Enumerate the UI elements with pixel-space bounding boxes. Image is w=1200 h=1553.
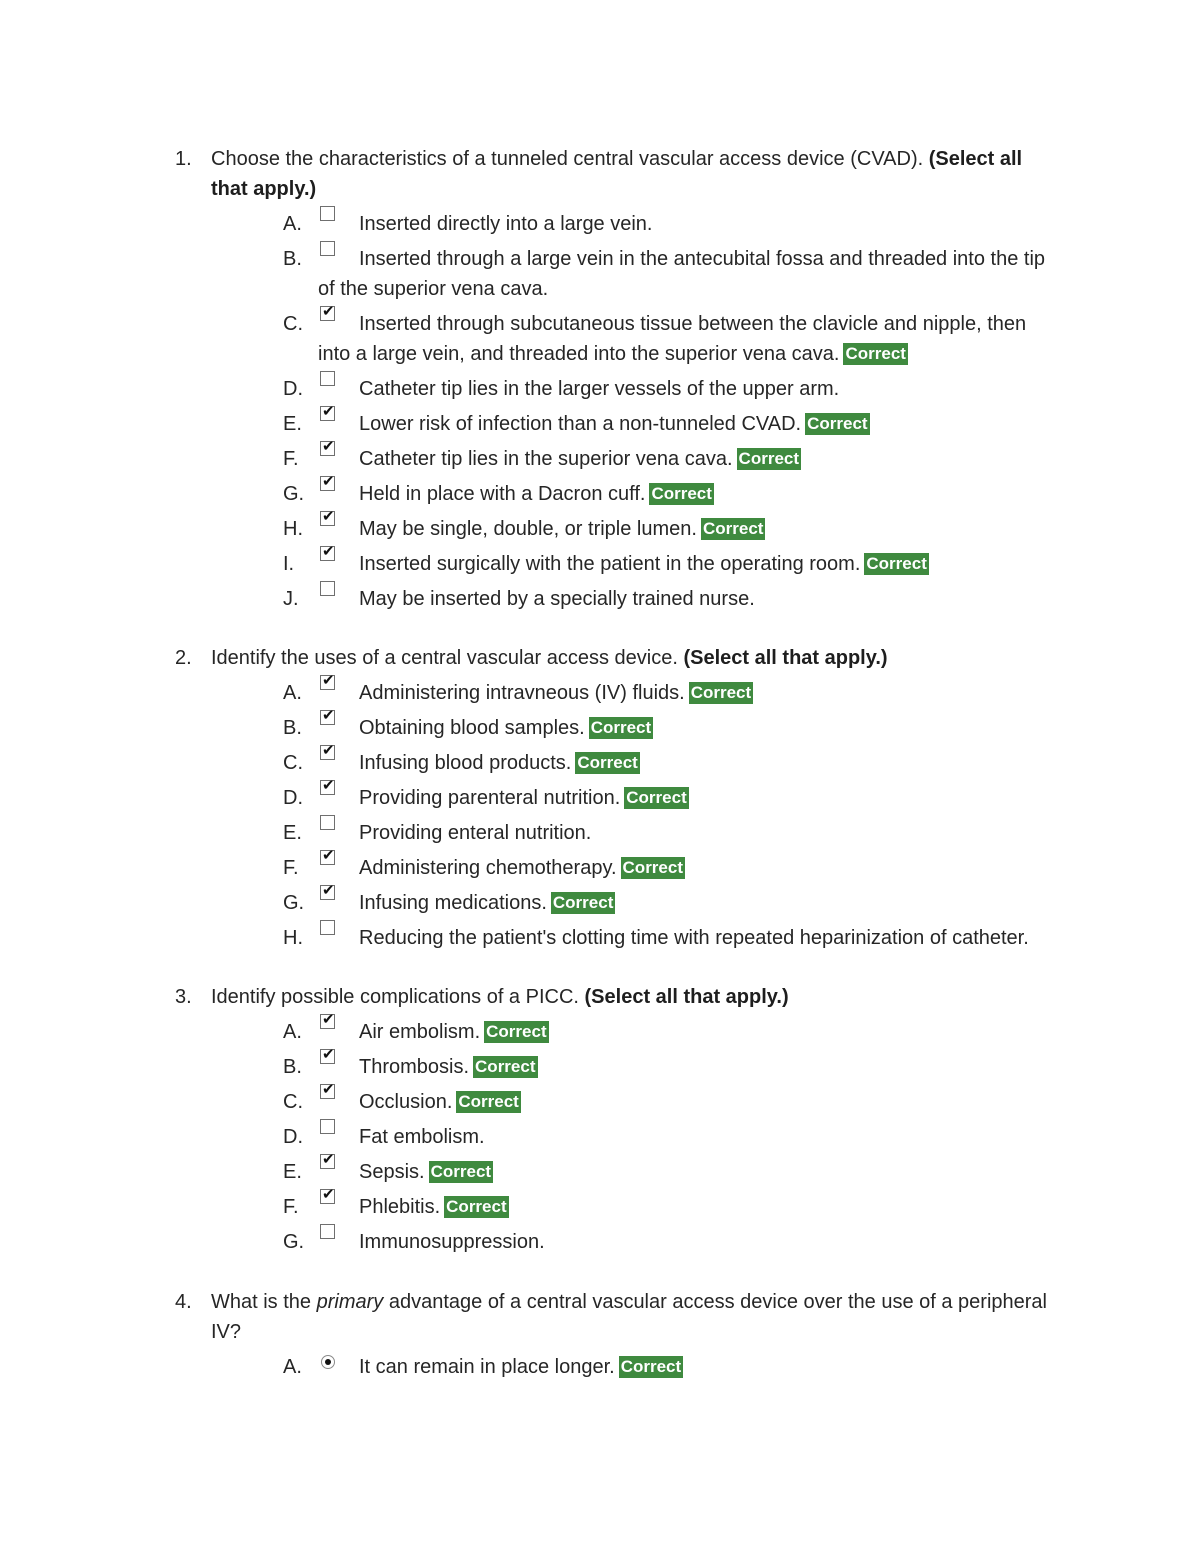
checked-checkbox-icon[interactable] <box>320 1080 335 1099</box>
option-f <box>0 846 1200 883</box>
option-label: Immunosuppression. <box>359 1231 545 1253</box>
question-prompt: Identify possible complications of a PICC. <box>211 986 585 1008</box>
checked-checkbox-icon[interactable] <box>320 881 335 900</box>
option-j <box>0 584 1200 614</box>
option-label: Administering intravneous (IV) fluids. <box>359 682 685 704</box>
option-text <box>0 1122 1200 1152</box>
option-d <box>0 776 1200 813</box>
option-text <box>0 1227 1200 1257</box>
option-e <box>0 818 1200 848</box>
correct-badge: Correct <box>651 484 712 503</box>
option-letter: E. <box>283 1161 302 1183</box>
correct-badge: Correct <box>866 554 927 573</box>
option-f <box>0 1185 1200 1222</box>
select-all-instruction: (Select all that apply.) <box>683 647 888 669</box>
checked-checkbox-icon[interactable] <box>320 1010 335 1029</box>
question-prompt-rest: advantage of a central vascular access device over the use of a peripheral IV? <box>211 1291 1048 1343</box>
correct-badge: Correct <box>622 858 683 877</box>
checked-checkbox-icon[interactable] <box>320 741 335 760</box>
select-all-instruction: (Select all that apply.) <box>211 148 1023 200</box>
checkmark-icon: ✔ <box>322 741 335 759</box>
question-number: 1. <box>175 148 192 170</box>
option-a <box>0 671 1200 708</box>
option-h <box>0 923 1200 953</box>
unchecked-checkbox-icon[interactable] <box>320 1224 335 1239</box>
option-text <box>0 584 1200 614</box>
option-b <box>0 706 1200 743</box>
option-label: May be inserted by a specially trained nurse. <box>359 588 755 610</box>
option-letter: B. <box>283 717 302 739</box>
option-text <box>0 818 1200 848</box>
option-letter: J. <box>283 588 299 610</box>
question-prompt: What is the <box>211 1291 317 1313</box>
option-letter: D. <box>283 1126 303 1148</box>
option-letter: A. <box>283 682 302 704</box>
checkmark-icon: ✔ <box>322 881 335 899</box>
option-label: Held in place with a Dacron cuff. <box>359 483 646 505</box>
correct-badge: Correct <box>458 1092 519 1111</box>
option-letter: C. <box>283 1091 303 1113</box>
option-letter: G. <box>283 483 305 505</box>
checked-checkbox-icon[interactable] <box>320 706 335 725</box>
question-2 <box>0 643 1200 953</box>
option-label: Providing enteral nutrition. <box>359 822 592 844</box>
option-a <box>0 1010 1200 1047</box>
option-label: Infusing medications. <box>359 892 547 914</box>
checked-checkbox-icon[interactable] <box>320 302 335 321</box>
checkmark-icon: ✔ <box>322 1150 335 1168</box>
option-label: Infusing blood products. <box>359 752 572 774</box>
option-letter: F. <box>283 857 299 879</box>
correct-badge: Correct <box>446 1197 507 1216</box>
option-text <box>0 783 1200 813</box>
emphasis-primary: primary <box>316 1291 384 1313</box>
option-letter: G. <box>283 892 305 914</box>
option-label: Fat embolism. <box>359 1126 485 1148</box>
option-letter: C. <box>283 752 303 774</box>
checkmark-icon: ✔ <box>322 1185 335 1203</box>
option-letter: D. <box>283 378 303 400</box>
checked-checkbox-icon[interactable] <box>320 1045 335 1064</box>
option-text <box>0 549 1200 579</box>
question-text <box>0 1287 1200 1347</box>
question-text <box>0 982 1200 1012</box>
option-g <box>0 881 1200 918</box>
question-number: 4. <box>175 1291 192 1313</box>
option-text <box>0 409 1200 439</box>
checkmark-icon: ✔ <box>322 671 335 689</box>
option-label: Inserted through a large vein in the antecubital fossa and threaded into the tip of the superior vena cava. <box>318 248 1046 300</box>
option-g <box>0 1227 1200 1257</box>
checkmark-icon: ✔ <box>322 1045 335 1063</box>
option-label: Air embolism. <box>359 1021 481 1043</box>
checkmark-icon: ✔ <box>322 846 335 864</box>
option-h <box>0 507 1200 544</box>
option-text <box>0 309 1200 369</box>
checkmark-icon: ✔ <box>322 776 335 794</box>
option-label: Lower risk of infection than a non-tunneled CVAD. <box>359 413 802 435</box>
option-e <box>0 402 1200 439</box>
checkmark-icon: ✔ <box>322 437 335 455</box>
correct-badge: Correct <box>475 1057 536 1076</box>
option-text <box>0 1157 1200 1187</box>
option-b <box>0 244 1200 304</box>
unchecked-checkbox-icon[interactable] <box>320 206 335 221</box>
option-letter: B. <box>283 248 302 270</box>
option-f <box>0 437 1200 474</box>
option-d <box>0 374 1200 404</box>
correct-badge: Correct <box>738 449 800 468</box>
checked-checkbox-icon[interactable] <box>320 846 335 865</box>
correct-badge: Correct <box>577 753 638 772</box>
option-letter: D. <box>283 787 303 809</box>
option-letter: F. <box>283 448 299 470</box>
correct-badge: Correct <box>590 718 652 737</box>
option-label: Phlebitis. <box>359 1196 441 1218</box>
question-prompt: Identify the uses of a central vascular access device. <box>211 647 684 669</box>
option-label: Catheter tip lies in the larger vessels of the upper arm. <box>359 378 840 400</box>
option-a <box>0 1352 1200 1382</box>
option-label: Providing parenteral nutrition. <box>359 787 621 809</box>
option-text <box>0 1087 1200 1117</box>
question-1 <box>0 144 1200 614</box>
unchecked-checkbox-icon[interactable] <box>320 371 335 386</box>
correct-badge: Correct <box>807 414 868 433</box>
option-text <box>0 374 1200 404</box>
checkmark-icon: ✔ <box>322 302 335 320</box>
correct-badge: Correct <box>620 1357 682 1376</box>
checkmark-icon: ✔ <box>322 472 335 490</box>
option-label: May be single, double, or triple lumen. <box>359 518 697 540</box>
option-text <box>0 444 1200 474</box>
option-letter: H. <box>283 518 303 540</box>
option-letter: A. <box>283 1021 302 1043</box>
option-letter: E. <box>283 413 302 435</box>
option-label: Sepsis. <box>359 1161 425 1183</box>
question-3 <box>0 982 1200 1257</box>
checked-checkbox-icon[interactable] <box>320 1150 335 1169</box>
option-text <box>0 514 1200 544</box>
unchecked-checkbox-icon[interactable] <box>320 1119 335 1134</box>
question-4 <box>0 1287 1200 1382</box>
checked-checkbox-icon[interactable] <box>320 437 335 456</box>
option-b <box>0 1045 1200 1082</box>
select-all-instruction: (Select all that apply.) <box>584 986 789 1008</box>
option-g <box>0 472 1200 509</box>
option-label: Occlusion. <box>359 1091 453 1113</box>
option-text <box>0 853 1200 883</box>
option-text <box>0 1017 1200 1047</box>
option-d <box>0 1122 1200 1152</box>
question-text <box>0 643 1200 673</box>
correct-badge: Correct <box>690 683 752 702</box>
option-text <box>0 678 1200 708</box>
option-label: Inserted surgically with the patient in the operating room. <box>359 553 861 575</box>
option-c <box>0 302 1200 369</box>
question-number: 2. <box>175 647 192 669</box>
option-text <box>0 479 1200 509</box>
correct-badge: Correct <box>845 344 906 363</box>
option-c <box>0 741 1200 778</box>
option-c <box>0 1080 1200 1117</box>
option-i <box>0 542 1200 579</box>
unchecked-checkbox-icon[interactable] <box>320 815 335 830</box>
option-label: It can remain in place longer. <box>359 1356 615 1378</box>
option-text <box>0 923 1200 953</box>
option-letter: G. <box>283 1231 305 1253</box>
checked-checkbox-icon[interactable] <box>320 472 335 491</box>
checkmark-icon: ✔ <box>322 1080 335 1098</box>
option-label: Inserted directly into a large vein. <box>359 213 653 235</box>
question-text <box>0 144 1200 204</box>
option-text <box>0 748 1200 778</box>
option-text <box>0 888 1200 918</box>
option-letter: H. <box>283 927 303 949</box>
correct-badge: Correct <box>702 519 764 538</box>
option-letter: F. <box>283 1196 299 1218</box>
unchecked-checkbox-icon[interactable] <box>320 581 335 596</box>
checked-checkbox-icon[interactable] <box>320 671 335 690</box>
correct-badge: Correct <box>430 1162 492 1181</box>
option-label: Thrombosis. <box>359 1056 470 1078</box>
option-a <box>0 209 1200 239</box>
option-letter: A. <box>283 1356 302 1378</box>
option-label: Administering chemotherapy. <box>359 857 617 879</box>
option-label: Catheter tip lies in the superior vena cava. <box>359 448 733 470</box>
option-text <box>0 1192 1200 1222</box>
option-label: Inserted through subcutaneous tissue between the clavicle and nipple, then into a large vein, and threaded into the superior vena cava. <box>318 313 1027 365</box>
option-letter: E. <box>283 822 302 844</box>
question-number: 3. <box>175 986 192 1008</box>
checkmark-icon: ✔ <box>322 542 335 560</box>
correct-badge: Correct <box>486 1022 547 1041</box>
correct-badge: Correct <box>626 788 687 807</box>
correct-badge: Correct <box>552 893 614 912</box>
unchecked-checkbox-icon[interactable] <box>320 241 335 256</box>
question-prompt: Choose the characteristics of a tunneled central vascular access device (CVAD). <box>211 148 929 170</box>
option-text <box>0 1052 1200 1082</box>
option-text <box>0 713 1200 743</box>
option-letter: B. <box>283 1056 302 1078</box>
checked-checkbox-icon[interactable] <box>320 507 335 526</box>
checked-checkbox-icon[interactable] <box>320 542 335 561</box>
checkmark-icon: ✔ <box>322 1010 335 1028</box>
option-text <box>0 1352 1200 1382</box>
option-text <box>0 209 1200 239</box>
radio-dot-icon <box>325 1359 331 1365</box>
option-letter: A. <box>283 213 302 235</box>
option-text <box>0 244 1200 304</box>
option-e <box>0 1150 1200 1187</box>
selected-radio-icon[interactable] <box>321 1355 335 1369</box>
option-label: Reducing the patient's clotting time with repeated heparinization of catheter. <box>359 927 1029 949</box>
option-label: Obtaining blood samples. <box>359 717 585 739</box>
option-letter: I. <box>283 553 295 575</box>
checkmark-icon: ✔ <box>322 402 335 420</box>
checked-checkbox-icon[interactable] <box>320 402 335 421</box>
checked-checkbox-icon[interactable] <box>320 1185 335 1204</box>
option-letter: C. <box>283 313 303 335</box>
checked-checkbox-icon[interactable] <box>320 776 335 795</box>
unchecked-checkbox-icon[interactable] <box>320 920 335 935</box>
checkmark-icon: ✔ <box>322 507 335 525</box>
checkmark-icon: ✔ <box>322 706 335 724</box>
